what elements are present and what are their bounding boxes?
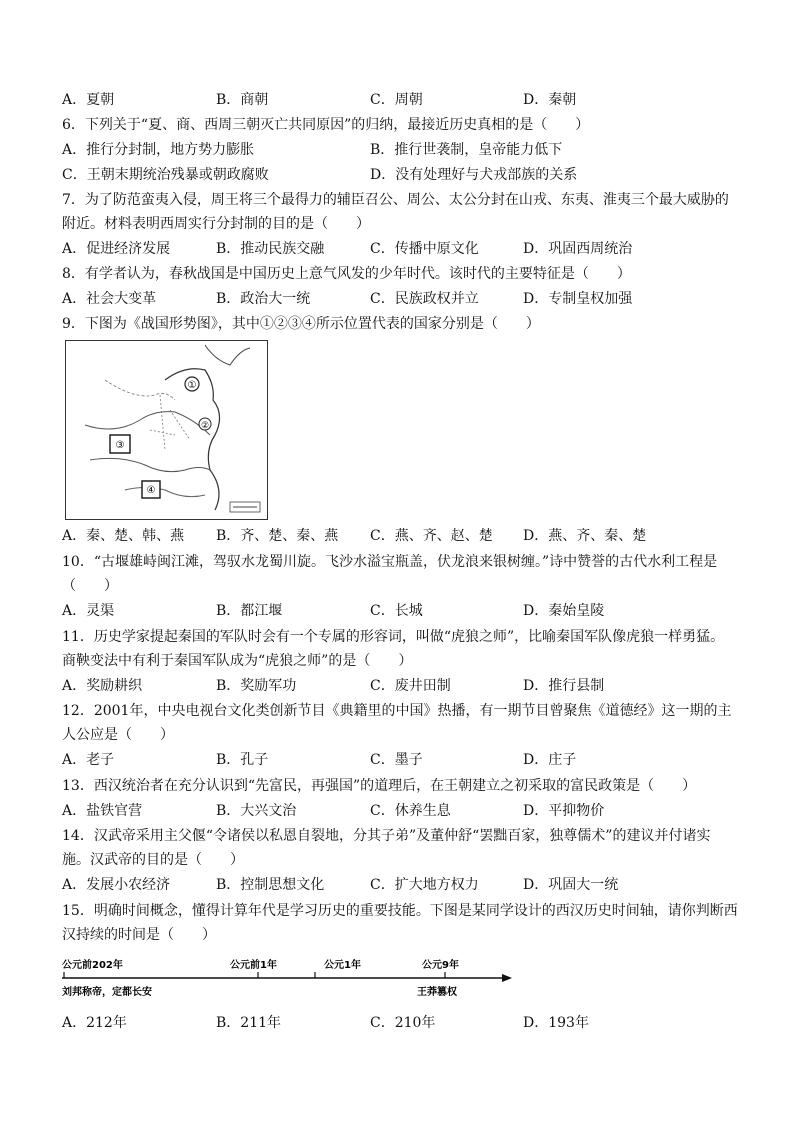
q14-option-a: A．发展小农经济 (62, 877, 171, 893)
q6-option-a: A．推行分封制，地方势力膨胀 (62, 142, 255, 158)
q13-option-d: D．平抑物价 (523, 803, 605, 819)
q7-option-b: B．推动民族交融 (216, 241, 325, 257)
q5-option-d: D．秦朝 (523, 92, 577, 108)
q8-stem: 8．有学者认为，春秋战国是中国历史上意气风发的少年时代。该时代的主要特征是（ ） (62, 266, 631, 282)
q15-option-a: A．212年 (62, 1015, 127, 1031)
q13-option-a: A．盐铁官营 (62, 803, 143, 819)
q9-option-a: A．秦、楚、韩、燕 (62, 528, 185, 544)
q9-option-c: C．燕、齐、赵、楚 (370, 528, 493, 544)
q15-stem-line2: 汉持续的时间是（ ） (62, 927, 216, 943)
q7-option-a: A．促进经济发展 (62, 241, 171, 257)
q7-option-c: C．传播中原文化 (370, 241, 479, 257)
q12-option-d: D．庄子 (523, 752, 577, 768)
q13-option-c: C．休养生息 (370, 803, 451, 819)
q10-option-c: C．长城 (370, 603, 423, 619)
q12-stem-line2: 人公应是（ ） (62, 727, 174, 743)
timeline-label-1bc: 公元前1年 (230, 960, 277, 971)
map-marker-3: ③ (115, 440, 125, 451)
q10-option-a: A．灵渠 (62, 603, 115, 619)
q15-option-b: B．211年 (216, 1015, 282, 1031)
q10-stem-line1: 10．“古堰雄峙闽江滩，驾驭水龙蜀川旋。飞沙水溢宝瓶盖，伏龙浪来银树缠。”诗中赞誉的古代水利工程是 (62, 554, 718, 570)
q12-option-a: A．老子 (62, 752, 115, 768)
warring-states-map (65, 340, 268, 520)
map-marker-2: ② (200, 421, 210, 431)
q10-option-b: B．都江堰 (216, 603, 283, 619)
q5-option-c: C．周朝 (370, 92, 423, 108)
q14-option-c: C．扩大地方权力 (370, 877, 479, 893)
q6-option-c: C．王朝末期统治残暴或朝政腐败 (62, 167, 269, 183)
q11-option-a: A．奖励耕织 (62, 678, 143, 694)
q11-option-c: C．废井田制 (370, 678, 451, 694)
q13-option-b: B．大兴文治 (216, 803, 297, 819)
q15-stem-line1: 15．明确时间概念，懂得计算年代是学习历史的重要技能。下图是某同学设计的西汉历史时间轴，请你判断西 (62, 903, 738, 919)
map-marker-1: ① (187, 380, 197, 391)
q9-option-d: D．燕、齐、秦、楚 (523, 528, 647, 544)
q6-option-d: D．没有处理好与犬戎部族的关系 (370, 167, 578, 183)
q8-option-b: B．政治大一统 (216, 291, 311, 307)
q11-option-b: B．奖励军功 (216, 678, 297, 694)
q6-option-b: B．推行世袭制，皇帝能力低下 (370, 142, 563, 158)
q9-stem: 9．下图为《战国形势图》，其中①②③④所示位置代表的国家分别是（ ） (62, 316, 540, 332)
q8-option-c: C．民族政权并立 (370, 291, 479, 307)
q5-option-a: A．夏朝 (62, 92, 115, 108)
q12-option-c: C．墨子 (370, 752, 423, 768)
q10-option-d: D．秦始皇陵 (523, 603, 605, 619)
map-marker-4: ④ (146, 485, 156, 496)
q14-option-b: B．控制思想文化 (216, 877, 325, 893)
q11-option-d: D．推行县制 (523, 678, 605, 694)
q11-stem-line1: 11．历史学家提起秦国的军队时会有一个专属的形容词，叫做“虎狼之师”，比喻秦国军队像虎狼一样勇猛。 (62, 629, 725, 645)
timeline-event-wangmang: 王莽篡权 (417, 987, 457, 998)
timeline-label-9ad: 公元9年 (422, 960, 459, 971)
q10-stem-line2: （ ） (62, 578, 118, 594)
q15-option-d: D．193年 (523, 1015, 589, 1031)
q12-option-b: B．孔子 (216, 752, 269, 768)
western-han-timeline (62, 955, 512, 1000)
q7-stem-line2: 附近。材料表明西周实行分封制的目的是（ ） (62, 216, 370, 232)
q14-stem-line1: 14．汉武帝采用主父偃“令诸侯以私恩自裂地，分其子弟”及董仲舒“罢黜百家，独尊儒术”的建议并付诸实 (62, 828, 711, 844)
q15-option-c: C．210年 (370, 1015, 436, 1031)
q7-stem-line1: 7．为了防范蛮夷入侵，周王将三个最得力的辅臣召公、周公、太公分封在山戎、东夷、淮夷三个最大威胁的 (62, 192, 729, 208)
q9-option-b: B．齐、楚、秦、燕 (216, 528, 339, 544)
q6-stem: 6．下列关于“夏、商、西周三朝灭亡共同原因”的归纳，最接近历史真相的是（ ） (62, 117, 590, 133)
q14-option-d: D．巩固大一统 (523, 877, 619, 893)
q12-stem-line1: 12．2001年，中央电视台文化类创新节目《典籍里的中国》热播，有一期节目曾聚焦《道德经》这一期的主 (62, 703, 732, 719)
timeline-event-liubang: 刘邦称帝，定都长安 (62, 987, 152, 998)
q13-stem: 13．西汉统治者在充分认识到“先富民，再强国”的道理后，在王朝建立之初采取的富民政策是（ ） (62, 778, 697, 794)
q11-stem-line2: 商鞅变法中有利于秦国军队成为“虎狼之师”的是（ ） (62, 653, 413, 669)
timeline-label-202bc: 公元前202年 (62, 960, 123, 971)
q14-stem-line2: 施。汉武帝的目的是（ ） (62, 852, 244, 868)
q8-option-a: A．社会大变革 (62, 291, 157, 307)
q8-option-d: D．专制皇权加强 (523, 291, 633, 307)
timeline-label-1ad: 公元1年 (324, 960, 361, 971)
q5-option-b: B．商朝 (216, 92, 269, 108)
q7-option-d: D．巩固西周统治 (523, 241, 633, 257)
